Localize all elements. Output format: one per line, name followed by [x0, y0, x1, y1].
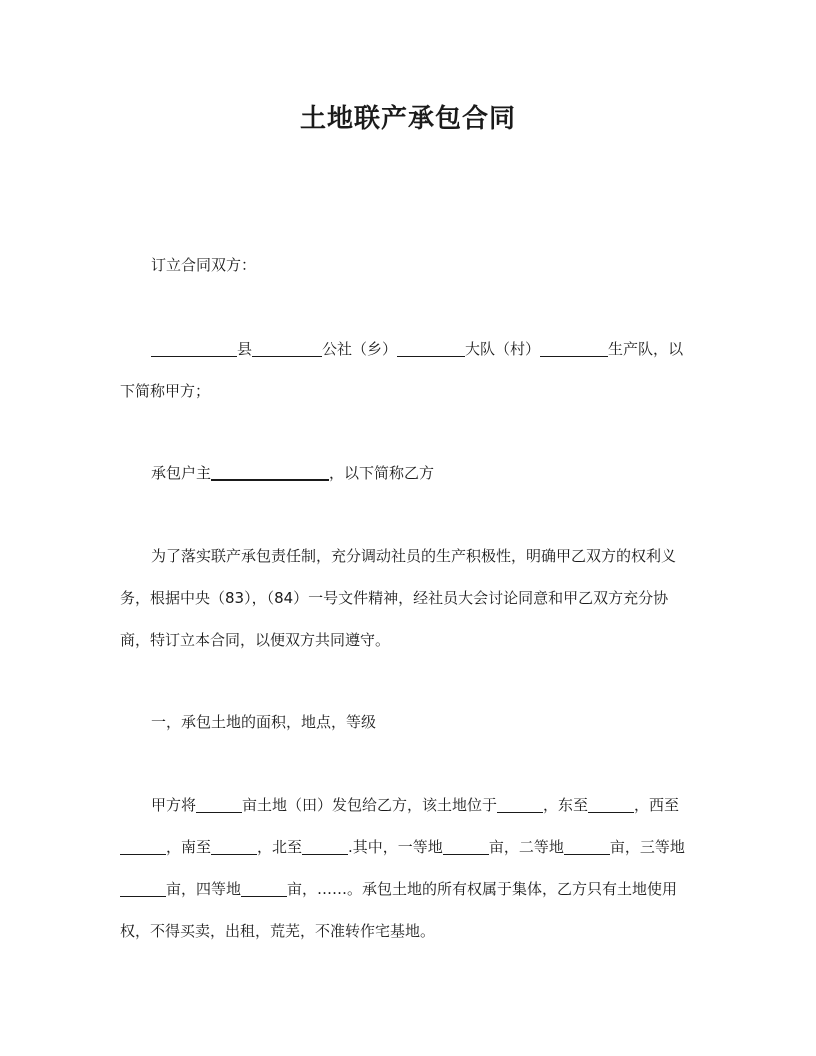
text-land-3: ，东至: [543, 796, 589, 814]
blank-county: [151, 338, 237, 357]
paragraph-party-b: [120, 452, 696, 494]
text-householder: 承包户主: [151, 464, 212, 482]
text-brigade: 大队（村）: [465, 340, 541, 358]
text-party-a-alias: 以下简称甲方；: [120, 340, 684, 400]
text-land-5: ，南至: [166, 838, 212, 856]
blank-west: [120, 836, 166, 855]
text-land-8: 亩，二等地: [488, 838, 564, 856]
section-heading-land: 一，承包土地的面积，地点，等级: [151, 713, 377, 731]
blank-householder: [211, 461, 329, 481]
text-team: 生产队，: [608, 340, 669, 358]
text-land-10: 亩，四等地: [166, 880, 242, 898]
blank-grade-3: [120, 878, 166, 897]
paragraph-preamble: 为了落实联产承包责任制，充分调动社员的生产积极性，明确甲乙双方的权利义务，根据中央（83），（84）一号文件精神，经社员大会讨论同意和甲乙双方充分协商，特订立本合同，以便双方共同遵守。: [120, 547, 677, 649]
paragraph-parties-intro: 订立合同双方：: [151, 256, 257, 274]
text-party-b-alias: ，以下简称乙方: [329, 464, 435, 482]
text-commune: 公社（乡）: [322, 340, 398, 358]
blank-grade-1: [443, 836, 489, 855]
text-land-6: ，北至: [257, 838, 303, 856]
document-title: 土地联产承包合同: [299, 104, 516, 134]
text-land-9: 亩，三等地: [609, 838, 685, 856]
text-land-11: 亩，……。承包土地的所有权属于集体，乙方只有土地使用权，不得买卖，出租，荒芜，不准转作宅基地。: [120, 880, 678, 940]
text-land-1: 甲方将: [151, 796, 197, 814]
blank-east: [588, 794, 634, 813]
blank-brigade: [397, 338, 465, 357]
blank-grade-2: [564, 836, 610, 855]
blank-grade-4: [241, 878, 287, 897]
blank-north: [302, 836, 348, 855]
text-county: 县: [237, 340, 253, 358]
paragraph-party-a: [120, 328, 696, 412]
blank-team: [540, 338, 608, 357]
blank-south: [211, 836, 257, 855]
blank-commune: [252, 338, 322, 357]
text-land-7: .其中，一等地: [348, 838, 443, 856]
blank-location: [497, 794, 543, 813]
blank-total-mu: [196, 794, 242, 813]
paragraph-land-details: [120, 784, 696, 952]
text-land-2: 亩土地（田）发包给乙方，该土地位于: [242, 796, 498, 814]
text-land-4: ，西至: [634, 796, 680, 814]
